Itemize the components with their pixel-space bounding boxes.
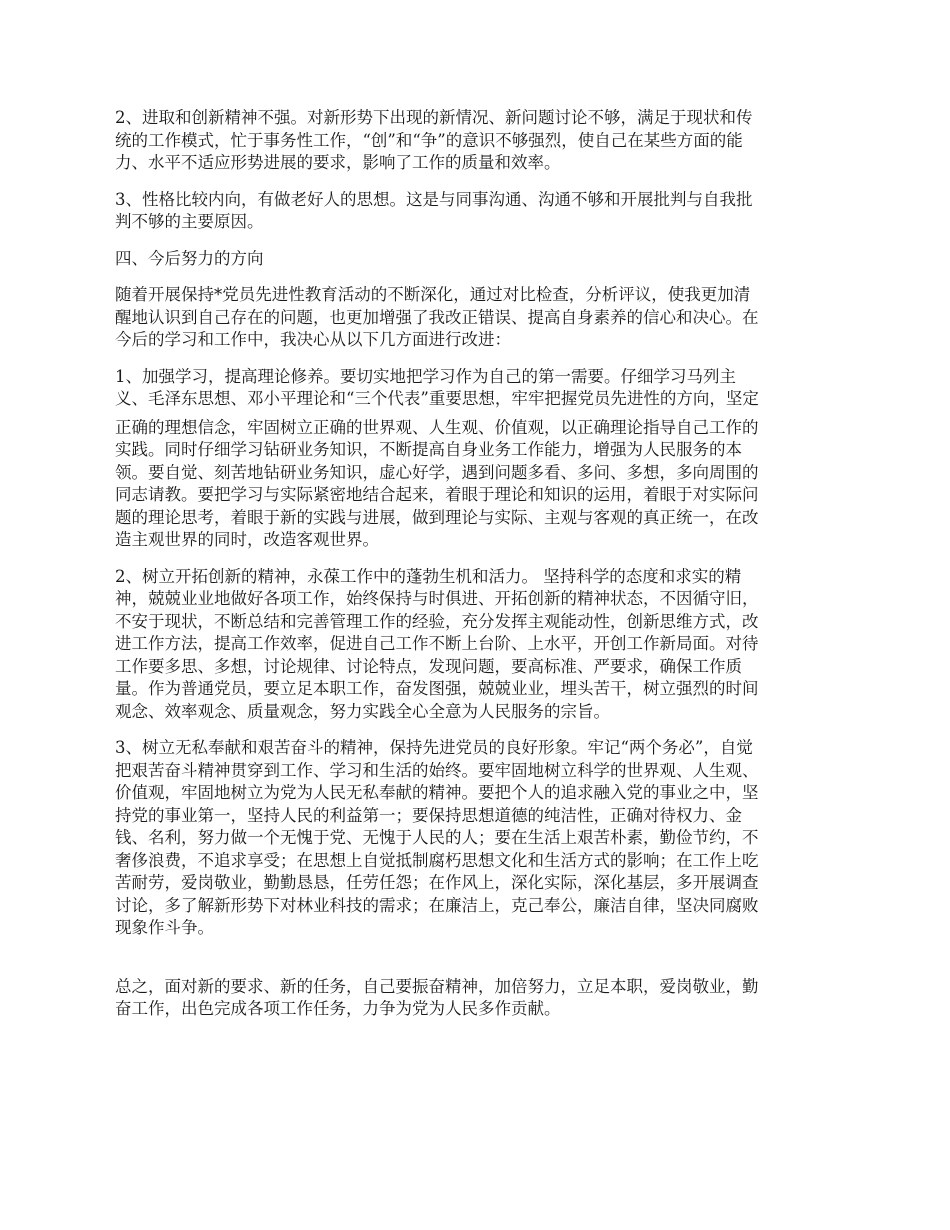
- text-line: 不安于现状，不断总结和完善管理工作的经验，充分发挥主观能动性，创新思维方式，改: [115, 611, 759, 631]
- paragraph-personality: [115, 189, 845, 234]
- text-line: 今后的学习和工作中，我决心从以下几方面进行改进：: [115, 330, 511, 349]
- text-line: 判不够的主要原因。: [115, 212, 264, 231]
- text-line: 把艰苦奋斗精神贯穿到工作、学习和生活的始终。要牢固地树立科学的世界观、人生观、: [115, 760, 759, 780]
- text-line: 2、进取和创新精神不强。对新形势下出现的新情况、新问题讨论不够，满足于现状和传: [115, 108, 753, 127]
- text-line: 价值观，牢固地树立为党为人民无私奉献的精神。要把个人的追求融入党的事业之中，坚: [115, 783, 759, 802]
- text-line: 3、性格比较内向，有做老好人的思想。这是与同事沟通、沟通不够和开展批判与自我批: [115, 189, 753, 209]
- text-line: 醒地认识到自己存在的问题，也更加增强了我改正错误、提高自身素养的信心和决心。在: [115, 307, 759, 327]
- text-line: 3、树立无私奉献和艰苦奋斗的精神，保持先进党员的良好形象。牢记“两个务必”，自觉: [115, 738, 753, 757]
- text-line: 现象作斗争。: [115, 918, 214, 937]
- text-line: 实践。同时仔细学习钻研业务知识，不断提高自身业务工作能力，增强为人民服务的本: [115, 440, 742, 459]
- text-line: 力、水平不适应形势进展的要求，影响了工作的质量和效率。: [115, 153, 561, 172]
- text-line: 进工作方法，提高工作效率，促进自己工作不断上台阶、上水平，开创工作新局面。对待: [115, 634, 759, 653]
- heading-text: 四、今后努力的方向: [115, 248, 264, 268]
- text-line: 造主观世界的同时，改造客观世界。: [115, 530, 379, 549]
- paragraph-strengthen-study-continued: [115, 417, 845, 552]
- paragraph-selfless-dedication: [115, 737, 845, 940]
- text-line: 1、加强学习，提高理论修养。要切实地把学习作为自己的第一需要。仔细学习马列主: [115, 366, 736, 386]
- text-line: 讨论，多了解新形势下对林业科技的需求；在廉洁上，克己奉公，廉洁自律，坚决同腐败: [115, 895, 759, 915]
- text-line: 随着开展保持*党员先进性教育活动的不断深化，通过对比检查，分析评议，使我更加清: [115, 285, 751, 304]
- section-heading-future-direction: [115, 248, 845, 271]
- paragraph-innovation-weakness: [115, 107, 845, 175]
- paragraph-strengthen-study: [115, 366, 845, 411]
- text-line: 神，兢兢业业地做好各项工作，始终保持与时俱进、开拓创新的精神状态，不因循守旧，: [115, 589, 759, 608]
- paragraph-intro-improvement: [115, 284, 845, 352]
- text-line: 义、毛泽东思想、邓小平理论和“三个代表”重要思想，牢牢把握党员先进性的方向，坚定: [115, 389, 759, 408]
- paragraph-pioneering-spirit: [115, 566, 845, 724]
- text-line: 总之，面对新的要求、新的任务，自己要振奋精神，加倍努力，立足本职，爱岗敬业，勤: [115, 976, 759, 996]
- document-body: [115, 107, 845, 1035]
- text-line: 领。要自觉、刻苦地钻研业务知识，虚心好学，遇到问题多看、多问、多想，多向周围的: [115, 462, 759, 482]
- text-line: 工作要多思、多想，讨论规律、讨论特点，发现问题，要高标准、严要求，确保工作质: [115, 656, 742, 676]
- text-line: 观念、效率观念、质量观念，努力实践全心全意为人民服务的宗旨。: [115, 701, 610, 721]
- text-line: 量。作为普通党员，要立足本职工作，奋发图强，兢兢业业，埋头苦干，树立强烈的时间: [115, 679, 759, 698]
- text-line: 统的工作模式，忙于事务性工作，“创”和“争”的意识不够强烈，使自己在某些方面的能: [115, 130, 743, 150]
- text-line: 奋工作，出色完成各项工作任务，力争为党为人民多作贡献。: [115, 999, 561, 1018]
- text-line: 奢侈浪费，不追求享受；在思想上自觉抵制腐朽思想文化和生活方式的影响；在工作上吃: [115, 850, 759, 870]
- text-line: 2、树立开拓创新的精神，永葆工作中的蓬勃生机和活力。 坚持科学的态度和求实的精: [115, 566, 742, 586]
- paragraph-conclusion: [115, 976, 845, 1021]
- text-line: 持党的事业第一，坚持人民的利益第一；要保持思想道德的纯洁性，正确对待权力、金: [115, 805, 742, 825]
- text-line: 同志请教。要把学习与实际紧密地结合起来，着眼于理论和知识的运用，着眼于对实际问: [115, 485, 759, 504]
- text-line: 钱、名利，努力做一个无愧于党、无愧于人民的人；要在生活上艰苦朴素，勤俭节约，不: [115, 828, 759, 847]
- text-line: 正确的理想信念，牢固树立正确的世界观、人生观、价值观，以正确理论指导自己工作的: [115, 417, 759, 437]
- text-line: 题的理论思考，着眼于新的实践与进展，做到理论与实际、主观与客观的真正统一，在改: [115, 507, 759, 527]
- text-line: 苦耐劳，爱岗敬业，勤勤恳恳，任劳任怨；在作风上，深化实际，深化基层，多开展调查: [115, 873, 759, 892]
